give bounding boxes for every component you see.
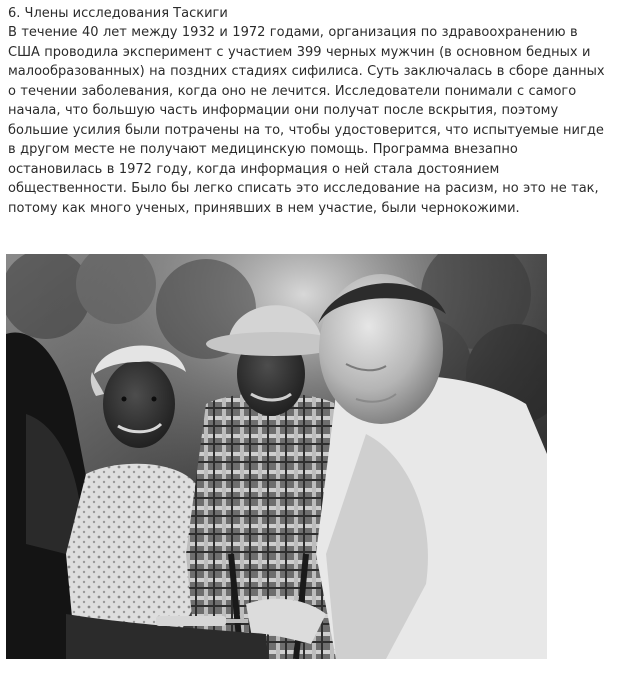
article-title: 6. Члены исследования Таскиги [8, 6, 228, 21]
article [8, 0, 612, 218]
article-photo [6, 254, 547, 659]
article-paragraph: В течение 40 лет между 1932 и 1972 годами, организация по здравоохранению в США проводила эксперимент с участием 399 черных мужчин (в основном бедных и малообразованных) на поздних стадиях сифилиса. Суть заключалась в сборе данных о течении заболевания, когда оно не лечится. Исследователи понимали с самого начала, что большую часть информации они получат после вскрытия, поэтому большие усилия были потрачены на то, чтобы удостоверится, что испытуемые нигде в другом месте не получают медицинскую помощь. Программа внезапно остановилась в 1972 году, когда информация о ней стала достоянием общественности. Было бы легко списать это исследование на расизм, но это не так, потому как много ученых, принявших в нем участие, были чернокожими. [8, 25, 605, 216]
photo-illustration [6, 254, 547, 659]
